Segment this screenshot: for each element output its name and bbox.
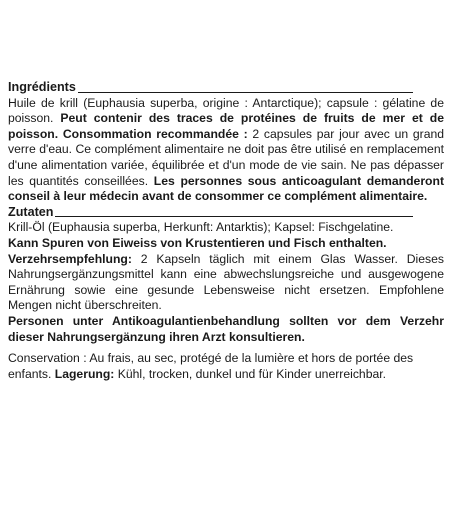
ingredients-text: Krill-Öl (Euphausia superba, Herkunft: Antarktis); Kapsel: Fischgelatine.	[8, 220, 394, 235]
heading-text: Ingrédients	[8, 80, 76, 94]
german-ingredients-paragraph	[8, 220, 444, 345]
anticoagulant-warning: Personen unter Antikoagulantienbehandlung sollten vor dem Verzehr dieser Nahrungsergänzung ihren Arzt konsultieren.	[8, 313, 444, 344]
dosage-text: 2 capsules par jour avec un grand verre d'eau. Ce complément alimentaire ne doit pas être utilisé en remplacement d'une alimentation variée, équilibrée et d'un mode de vie sain. Ne pas dépasser les quantités conseillées.	[8, 126, 445, 188]
french-ingredients-heading	[8, 80, 413, 96]
allergen-warning: Kann Spuren von Eiweiss von Krustentieren und Fisch enthalten.	[8, 235, 387, 250]
heading-rule	[78, 92, 413, 93]
heading-rule	[55, 216, 413, 217]
anticoagulant-warning: Les personnes sous anticoagulant demanderont conseil à leur médecin avant de consommer ce complément alimentaire.	[8, 173, 445, 204]
storage-text-de: Kühl, trocken, dunkel und für Kinder unerreichbar.	[117, 366, 387, 381]
storage-label-de: Lagerung:	[54, 366, 115, 381]
dosage-text: 2 Kapseln täglich mit einem Glas Wasser. Dieses Nahrungsergänzungsmittel kann eine abwechslungsreiche und ausgewogene Ernährung sowie eine gesunde Lebensweise nicht ersetzen. Empfohlene Mengen nicht überschreiten.	[8, 251, 444, 313]
label-text-block	[8, 80, 444, 382]
french-ingredients-paragraph	[8, 96, 444, 205]
storage-paragraph	[8, 351, 444, 382]
german-ingredients-heading	[8, 205, 413, 221]
dosage-label: Consommation recommandée :	[62, 126, 248, 141]
storage-text-fr: Au frais, au sec, protégé de la lumière et hors de portée des enfants.	[8, 351, 414, 381]
heading-text: Zutaten	[8, 204, 54, 219]
dosage-label: Verzehrsempfehlung:	[8, 251, 132, 266]
storage-label-fr: Conservation :	[8, 351, 87, 366]
allergen-warning: Peut contenir des traces de protéines de fruits de mer et de poisson.	[8, 111, 444, 141]
ingredients-text: Huile de krill (Euphausia superba, origine : Antarctique); capsule : gélatine de poisson.	[8, 95, 444, 126]
